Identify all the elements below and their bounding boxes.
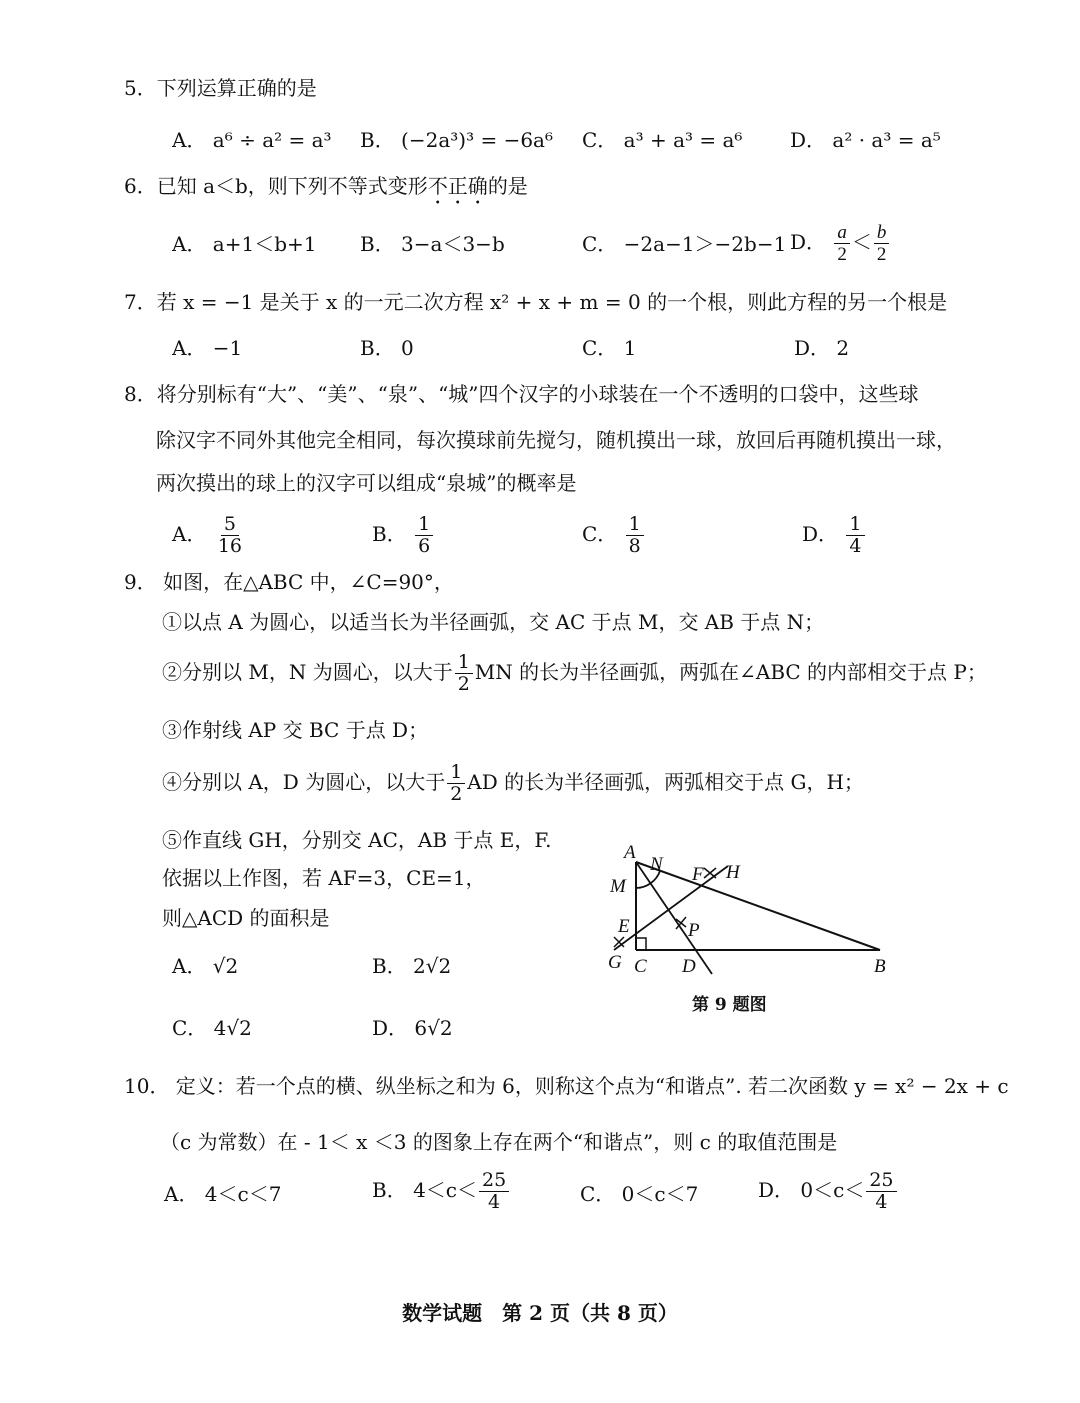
q9-step-4-post: AD 的长为半径画弧，两弧相交于点 G，H； bbox=[467, 770, 864, 794]
q7-option-b: B． 0 bbox=[360, 336, 414, 360]
q6-d-relation: ＜ bbox=[851, 230, 872, 254]
q9-step-4-fraction bbox=[447, 762, 465, 805]
q10-option-d-label: D． bbox=[758, 1178, 795, 1202]
denominator: 8 bbox=[628, 535, 641, 557]
q10-option-a: A． 4＜c＜7 bbox=[164, 1182, 282, 1206]
q9-step-2-post: MN 的长为半径画弧，两弧在∠ABC 的内部相交于点 P； bbox=[474, 660, 987, 684]
label-e: E bbox=[618, 916, 630, 937]
q9-step-4-pre: ④分别以 A，D 为圆心，以大于 bbox=[162, 770, 446, 794]
q10-option-d bbox=[758, 1170, 899, 1213]
q9-option-c: C． 4√2 bbox=[172, 1016, 252, 1040]
q7-option-d: D． 2 bbox=[794, 336, 850, 360]
q10-option-d-fraction bbox=[866, 1170, 896, 1213]
denominator: 4 bbox=[875, 1191, 888, 1213]
q6-option-d-label: D． bbox=[790, 230, 827, 254]
q9-condition: 依据以上作图，若 AF=3，CE=1， bbox=[162, 866, 486, 890]
cross-h bbox=[704, 868, 716, 878]
numerator: 1 bbox=[447, 762, 465, 784]
q10-option-d-pre: 0＜c＜ bbox=[800, 1178, 865, 1202]
q6-stem-pre: 6．已知 a＜b，则下列不等式变形 bbox=[124, 174, 428, 198]
q9-option-b: B． 2√2 bbox=[372, 954, 452, 978]
q8-line-2: 除汉字不同外其他完全相同，每次摸球前先搅匀，随机摸出一球，放回后再随机摸出一球， bbox=[156, 428, 956, 452]
numerator: 1 bbox=[415, 514, 433, 536]
q7-stem: 7．若 x = −1 是关于 x 的一元二次方程 x² + x + m = 0 的一个根，则此方程的另一个根是 bbox=[124, 290, 948, 314]
right-angle-mark bbox=[636, 938, 646, 950]
q10-option-b bbox=[372, 1170, 511, 1213]
q6-option-c: C． −2a−1＞−2b−1 bbox=[582, 232, 787, 256]
q9-step-2 bbox=[162, 652, 987, 695]
label-b: B bbox=[874, 956, 886, 977]
q9-step-2-fraction bbox=[455, 652, 473, 695]
q9-step-5: ⑤作直线 GH，分别交 AC，AB 于点 E，F. bbox=[162, 828, 552, 852]
q6-stem bbox=[124, 172, 528, 209]
q6-d-right-fraction bbox=[874, 222, 890, 265]
q10-line-2: （c 为常数）在 - 1＜ x ＜3 的图象上存在两个“和谐点”，则 c 的取值范围是 bbox=[160, 1130, 838, 1154]
denominator: 4 bbox=[488, 1191, 501, 1213]
q9-option-a: A． √2 bbox=[172, 954, 239, 978]
q7-option-c: C． 1 bbox=[582, 336, 637, 360]
q10-option-b-label: B． bbox=[372, 1178, 407, 1202]
q5-option-a: A． a⁶ ÷ a² = a³ bbox=[172, 128, 332, 152]
label-h: H bbox=[726, 862, 740, 883]
q6-option-a: A． a+1＜b+1 bbox=[172, 232, 317, 256]
q5-option-b: B． (−2a³)³ = −6a⁶ bbox=[360, 128, 553, 152]
label-a: A bbox=[624, 842, 636, 863]
q6-d-left-fraction bbox=[834, 222, 850, 265]
q8-option-a-fraction bbox=[215, 514, 245, 557]
q9-step-2-pre: ②分别以 M，N 为圆心，以大于 bbox=[162, 660, 453, 684]
q5-option-d: D． a² · a³ = a⁵ bbox=[790, 128, 941, 152]
q8-option-b bbox=[372, 514, 435, 557]
label-f: F bbox=[692, 864, 704, 885]
q9-option-d: D． 6√2 bbox=[372, 1016, 453, 1040]
denominator: 4 bbox=[849, 535, 862, 557]
numerator: 5 bbox=[221, 514, 239, 536]
q10-option-b-pre: 4＜c＜ bbox=[413, 1178, 477, 1202]
numerator: 1 bbox=[455, 652, 473, 674]
q5-option-c: C． a³ + a³ = a⁶ bbox=[582, 128, 743, 152]
q8-option-d-fraction bbox=[846, 514, 864, 557]
numerator: 25 bbox=[479, 1170, 509, 1192]
q7-option-a: A． −1 bbox=[172, 336, 243, 360]
q5-stem: 5．下列运算正确的是 bbox=[124, 76, 317, 100]
numerator: 25 bbox=[866, 1170, 896, 1192]
page-footer: 数学试题 第 2 页（共 8 页） bbox=[402, 1301, 678, 1325]
label-m: M bbox=[610, 876, 626, 897]
q6-stem-post: 的是 bbox=[487, 174, 528, 198]
q9-figure-caption: 第 9 题图 bbox=[692, 995, 767, 1015]
q8-option-c-label: C． bbox=[582, 522, 618, 546]
q10-option-b-fraction bbox=[479, 1170, 509, 1213]
denominator: 2 bbox=[876, 244, 887, 265]
q9-stem: 9． 如图，在△ABC 中，∠C=90°， bbox=[124, 570, 454, 594]
q10-line-1: 10． 定义：若一个点的横、纵坐标之和为 6，则称这个点为“和谐点”. 若二次函数 y = x² − 2x + c bbox=[124, 1074, 1009, 1098]
q6-stem-emphasis: 不正确 bbox=[427, 174, 488, 198]
q8-option-b-fraction bbox=[415, 514, 433, 557]
q8-option-d-label: D． bbox=[802, 522, 839, 546]
q9-step-3: ③作射线 AP 交 BC 于点 D； bbox=[162, 718, 429, 742]
q8-option-a bbox=[172, 514, 247, 557]
label-g: G bbox=[608, 952, 622, 973]
q9-geometry-figure bbox=[600, 840, 900, 985]
line-gh bbox=[614, 866, 728, 950]
numerator: 1 bbox=[626, 514, 644, 536]
q9-question: 则△ACD 的面积是 bbox=[162, 906, 330, 930]
q8-option-d bbox=[802, 514, 867, 557]
q8-line-3: 两次摸出的球上的汉字可以组成“泉城”的概率是 bbox=[156, 471, 577, 495]
q8-option-b-label: B． bbox=[372, 522, 407, 546]
denominator: 2 bbox=[837, 244, 847, 265]
label-c: C bbox=[634, 956, 647, 977]
denominator: 6 bbox=[418, 535, 431, 557]
numerator: 1 bbox=[846, 514, 864, 536]
denominator: 2 bbox=[450, 783, 463, 805]
denominator: 2 bbox=[457, 673, 470, 695]
q8-option-a-label: A． bbox=[172, 522, 207, 546]
q8-option-c bbox=[582, 514, 646, 557]
q10-option-c: C． 0＜c＜7 bbox=[580, 1182, 699, 1206]
label-n: N bbox=[650, 854, 663, 875]
q6-option-d bbox=[790, 222, 891, 265]
denominator: 16 bbox=[217, 535, 242, 557]
q8-line-1: 8．将分别标有“大”、“美”、“泉”、“城”四个汉字的小球装在一个不透明的口袋中，这些球 bbox=[124, 382, 919, 406]
q6-option-b: B． 3−a＜3−b bbox=[360, 232, 505, 256]
numerator: b bbox=[874, 222, 890, 244]
q9-step-1: ①以点 A 为圆心，以适当长为半径画弧，交 AC 于点 M，交 AB 于点 N； bbox=[162, 610, 825, 634]
q9-step-4 bbox=[162, 762, 864, 805]
numerator: a bbox=[834, 222, 850, 244]
label-d: D bbox=[682, 956, 696, 977]
label-p: P bbox=[688, 920, 700, 941]
q8-option-c-fraction bbox=[626, 514, 644, 557]
